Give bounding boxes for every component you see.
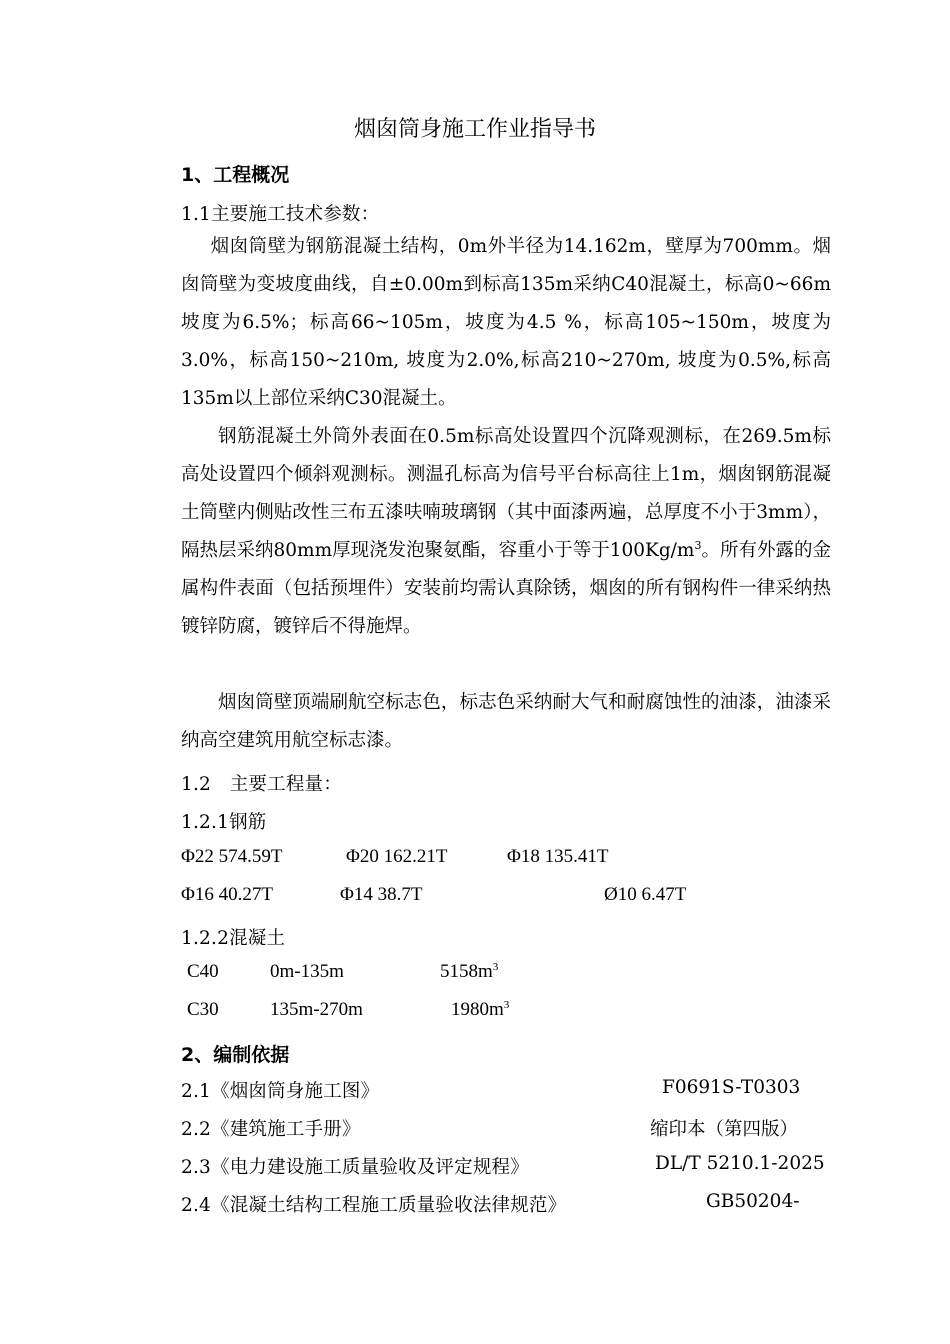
- section-heading-overview: 1、工程概况: [181, 164, 290, 186]
- subsection-heading-rebar: 1.2.1钢筋: [181, 812, 267, 833]
- paragraph-observation-marks: [181, 418, 831, 646]
- subsection-heading-quantities: 1.2 主要工程量：: [181, 774, 342, 795]
- concrete-range: 0m-135m: [270, 961, 344, 982]
- reference-name: 2.4《混凝土结构工程施工质量验收法律规范》: [181, 1195, 567, 1216]
- rebar-item: Φ18 135.41T: [507, 846, 609, 867]
- rebar-item: Ø10 6.47T: [604, 884, 687, 905]
- concrete-grade: C40: [187, 961, 219, 982]
- paragraph-aviation-marking: 烟囱筒壁顶端刷航空标志色，标志色采纳耐大气和耐腐蚀性的油漆，油漆采纳高空建筑用航空标志漆。: [181, 692, 831, 751]
- concrete-volume-value: 5158m: [440, 961, 493, 982]
- superscript-cubic: 3: [694, 539, 702, 552]
- concrete-range: 135m-270m: [270, 999, 363, 1020]
- reference-code: F0691S-T0303: [662, 1077, 801, 1098]
- section-heading-basis: 2、编制依据: [181, 1044, 290, 1066]
- paragraph-observation-marks-text-cont: 。所有外露的金属构件表面（包括预埋件）安装前均需认真除锈，烟囱的所有钢构件一律采纳热镀锌防腐，镀锌后不得施焊。: [181, 540, 831, 637]
- rebar-item: Φ20 162.21T: [346, 846, 448, 867]
- reference-code: GB50204-: [706, 1191, 800, 1212]
- reference-code: DL/T 5210.1-2025: [655, 1153, 825, 1174]
- concrete-volume: [451, 999, 509, 1021]
- reference-name: 2.1《烟囱筒身施工图》: [181, 1081, 380, 1102]
- reference-name: 2.3《电力建设施工质量验收及评定规程》: [181, 1157, 529, 1178]
- superscript-cubic: 3: [503, 999, 510, 1011]
- rebar-item: Φ22 574.59T: [181, 846, 283, 867]
- concrete-grade: C30: [187, 999, 219, 1020]
- concrete-volume: [440, 961, 498, 983]
- rebar-item: Φ16 40.27T: [181, 884, 273, 905]
- subsection-heading-parameters: 1.1主要施工技术参数：: [181, 204, 380, 225]
- rebar-item: Φ14 38.7T: [340, 884, 423, 905]
- paragraph-observation-marks-text: 钢筋混凝土外筒外表面在0.5m标高处设置四个沉降观测标，在269.5m标高处设置四个倾斜观测标。测温孔标高为信号平台标高往上1m，烟囱钢筋混凝土筒壁内侧贴改性三布五漆呋喃玻璃钢（其中面漆两遍，总厚度不小于3mm），隔热层采纳80mm厚现浇发泡聚氨酯，容重小于等于100Kg/m: [181, 426, 831, 561]
- reference-name: 2.2《建筑施工手册》: [181, 1119, 361, 1140]
- concrete-volume-value: 1980m: [451, 999, 504, 1020]
- superscript-cubic: 3: [492, 961, 499, 973]
- subsection-heading-concrete: 1.2.2混凝土: [181, 928, 286, 949]
- paragraph-wall-structure: 烟囱筒壁为钢筋混凝土结构，0m外半径为14.162m，壁厚为700mm。烟囱筒壁为变坡度曲线，自±0.00m到标高135m采纳C40混凝土，标高0~66m坡度为6.5%；标高66~105m，坡度为4.5 %，标高105~150m，坡度为3.0%，标高150~210m, 坡度为2.0%,标高210~270m, 坡度为0.5%,标高135m以上部位采纳C30混凝土。: [181, 236, 831, 409]
- reference-code: 缩印本（第四版）: [650, 1119, 799, 1140]
- document-title: 烟囱筒身施工作业指导书: [353, 117, 596, 142]
